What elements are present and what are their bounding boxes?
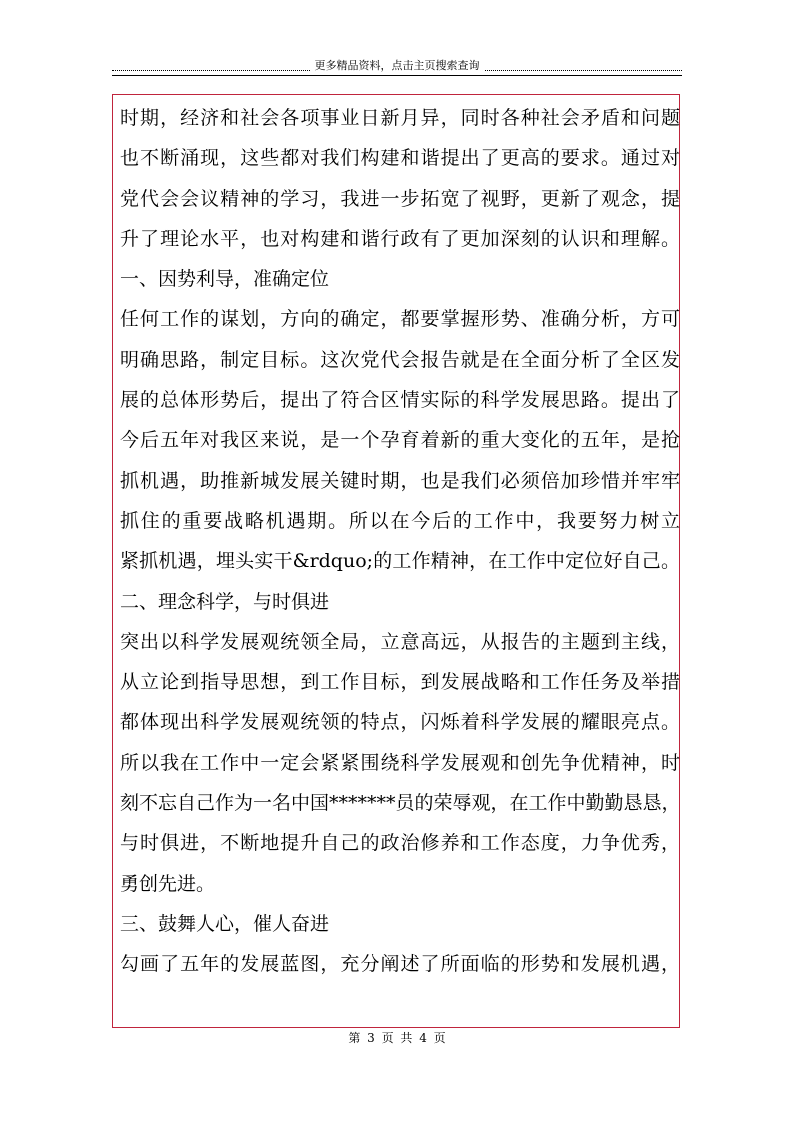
body-line: 任何工作的谋划，方向的确定，都要掌握形势、准确分析，方可 [120,308,680,331]
header-text: 更多精品资料，点击主页搜索查询 [311,58,484,74]
section-heading-3: 三、鼓舞人心，催人奋进 [120,912,330,935]
body-line: 刻不忘自己作为一名中国*******员的荣辱观，在工作中勤勤恳恳， [120,792,681,815]
body-line: 都体现出科学发展观统领的特点，闪烁着科学发展的耀眼亮点。 [120,711,680,734]
body-line: 今后五年对我区来说，是一个孕育着新的重大变化的五年，是抢 [120,429,680,452]
body-line: 展的总体形势后，提出了符合区情实际的科学发展思路。提出了 [120,389,680,412]
body-line: 勇创先进。 [120,872,216,895]
body-line: 党代会会议精神的学习，我进一步拓宽了视野，更新了观念，提 [120,187,680,210]
body-line: 抓机遇，助推新城发展关键时期，也是我们必须倍加珍惜并牢牢 [120,469,680,492]
section-heading-1: 一、因势利导，准确定位 [120,268,330,291]
body-line: 升了理论水平，也对构建和谐行政有了更加深刻的认识和理解。 [120,227,680,250]
body-line: 与时俱进，不断地提升自己的政治修养和工作态度，力争优秀， [120,832,680,855]
header-rule [112,75,682,76]
body-line: 从立论到指导思想，到工作目标，到发展战略和工作任务及举措 [120,671,680,694]
body-text [120,98,680,985]
body-line: 也不断涌现，这些都对我们构建和谐提出了更高的要求。通过对 [120,147,680,170]
page-header [112,58,682,74]
body-line: 时期，经济和社会各项事业日新月异，同时各种社会矛盾和问题 [120,107,680,129]
body-line: 突出以科学发展观统领全局，立意高远，从报告的主题到主线， [120,630,680,653]
body-line: 紧抓机遇，埋头实干&rdquo;的工作精神，在工作中定位好自己。 [120,550,680,573]
body-line: 抓住的重要战略机遇期。所以在今后的工作中，我要努力树立 [120,509,680,532]
body-line: 勾画了五年的发展蓝图，充分阐述了所面临的形势和发展机遇， [120,953,680,976]
body-line: 明确思路，制定目标。这次党代会报告就是在全面分析了全区发 [120,348,680,371]
body-line: 所以我在工作中一定会紧紧围绕科学发展观和创先争优精神，时 [120,751,680,774]
section-heading-2: 二、理念科学，与时俱进 [120,590,330,613]
page-footer: 第 3 页 共 4 页 [348,1031,446,1045]
